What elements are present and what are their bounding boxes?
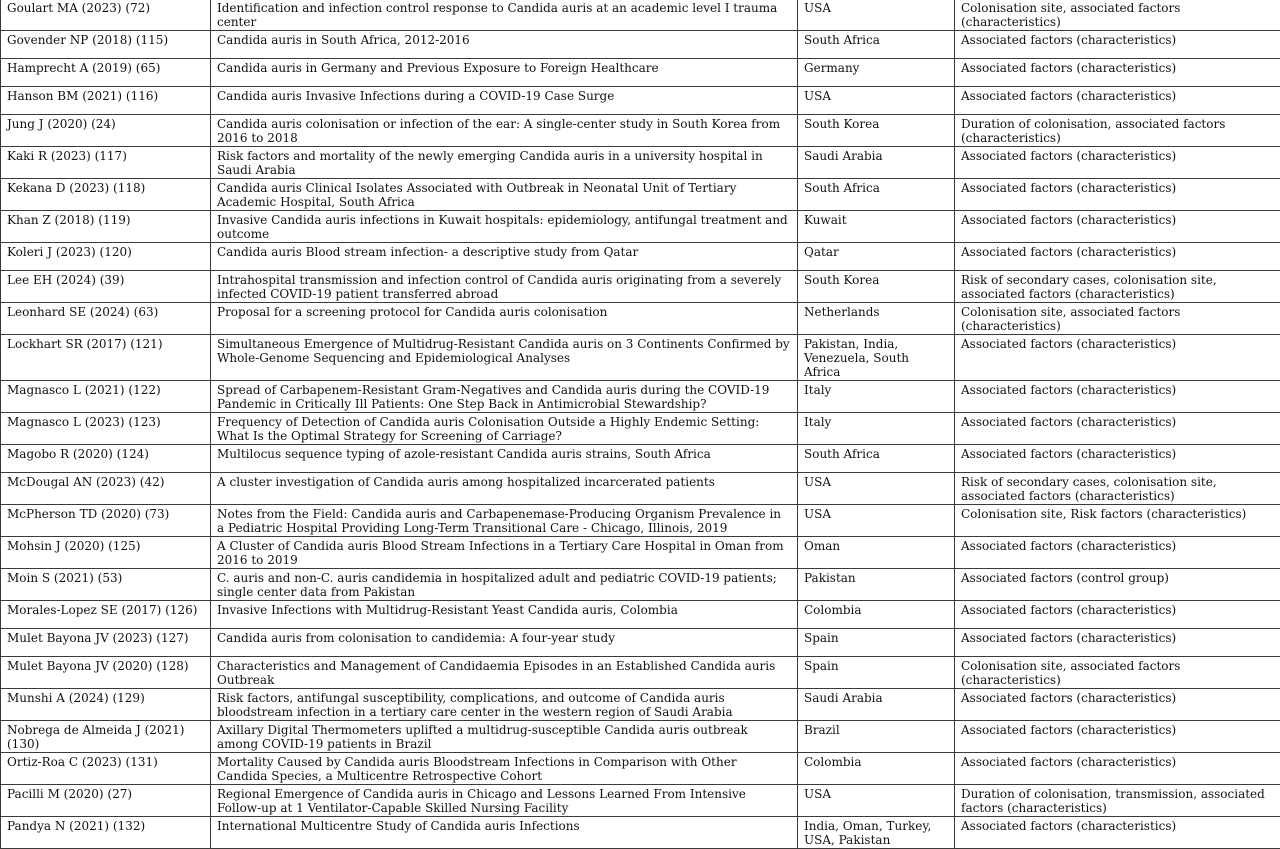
table-row [1, 785, 1280, 817]
author-cell: Goulart MA (2023) (72) [1, 0, 211, 31]
table-row [1, 0, 1280, 31]
content-cell: Associated factors (characteristics) [955, 31, 1280, 59]
content-cell: Associated factors (characteristics) [955, 335, 1280, 381]
table-row [1, 537, 1280, 569]
content-cell: Associated factors (characteristics) [955, 753, 1280, 785]
title-cell: Notes from the Field: Candida auris and Carbapenemase-Producing Organism Prevalence in a Pediatric Hospital Providing Long-Term Transitional Care - Chicago, Illinois, 2019 [211, 505, 798, 537]
country-cell: Germany [798, 59, 955, 87]
country-cell: Italy [798, 413, 955, 445]
content-cell: Associated factors (characteristics) [955, 87, 1280, 115]
author-cell: Lockhart SR (2017) (121) [1, 335, 211, 381]
title-cell: A Cluster of Candida auris Blood Stream Infections in a Tertiary Care Hospital in Oman from 2016 to 2019 [211, 537, 798, 569]
content-cell: Associated factors (characteristics) [955, 537, 1280, 569]
table-row [1, 211, 1280, 243]
title-cell: Regional Emergence of Candida auris in Chicago and Lessons Learned From Intensive Follow-up at 1 Ventilator-Capable Skilled Nursing Facility [211, 785, 798, 817]
title-cell: Invasive Infections with Multidrug-Resistant Yeast Candida auris, Colombia [211, 601, 798, 629]
country-cell: Italy [798, 381, 955, 413]
title-cell: Simultaneous Emergence of Multidrug-Resistant Candida auris on 3 Continents Confirmed by Whole-Genome Sequencing and Epidemiological Analyses [211, 335, 798, 381]
content-cell: Associated factors (characteristics) [955, 689, 1280, 721]
title-cell: Candida auris colonisation or infection of the ear: A single-center study in South Korea from 2016 to 2018 [211, 115, 798, 147]
country-cell: Kuwait [798, 211, 955, 243]
title-cell: Multilocus sequence typing of azole-resistant Candida auris strains, South Africa [211, 445, 798, 473]
table-row [1, 179, 1280, 211]
table-row [1, 445, 1280, 473]
content-cell: Associated factors (characteristics) [955, 147, 1280, 179]
table-row [1, 243, 1280, 271]
table-row [1, 505, 1280, 537]
author-cell: Munshi A (2024) (129) [1, 689, 211, 721]
country-cell: South Africa [798, 179, 955, 211]
table-row [1, 601, 1280, 629]
author-cell: Pandya N (2021) (132) [1, 817, 211, 849]
country-cell: Qatar [798, 243, 955, 271]
author-cell: Mohsin J (2020) (125) [1, 537, 211, 569]
title-cell: Candida auris Invasive Infections during a COVID-19 Case Surge [211, 87, 798, 115]
country-cell: Spain [798, 629, 955, 657]
country-cell: Pakistan [798, 569, 955, 601]
title-cell: Mortality Caused by Candida auris Bloodstream Infections in Comparison with Other Candida Species, a Multicentre Retrospective Cohort [211, 753, 798, 785]
author-cell: Magnasco L (2021) (122) [1, 381, 211, 413]
content-cell: Associated factors (characteristics) [955, 601, 1280, 629]
content-cell: Colonisation site, associated factors (characteristics) [955, 657, 1280, 689]
title-cell: Candida auris Blood stream infection- a descriptive study from Qatar [211, 243, 798, 271]
author-cell: Morales-Lopez SE (2017) (126) [1, 601, 211, 629]
country-cell: Pakistan, India, Venezuela, South Africa [798, 335, 955, 381]
country-cell: USA [798, 505, 955, 537]
title-cell: Identification and infection control response to Candida auris at an academic level I trauma center [211, 0, 798, 31]
author-cell: Lee EH (2024) (39) [1, 271, 211, 303]
table-row [1, 629, 1280, 657]
author-cell: Moin S (2021) (53) [1, 569, 211, 601]
author-cell: Ortiz-Roa C (2023) (131) [1, 753, 211, 785]
author-cell: Jung J (2020) (24) [1, 115, 211, 147]
author-cell: Magobo R (2020) (124) [1, 445, 211, 473]
author-cell: Govender NP (2018) (115) [1, 31, 211, 59]
title-cell: Proposal for a screening protocol for Candida auris colonisation [211, 303, 798, 335]
content-cell: Associated factors (characteristics) [955, 629, 1280, 657]
author-cell: Koleri J (2023) (120) [1, 243, 211, 271]
title-cell: Frequency of Detection of Candida auris Colonisation Outside a Highly Endemic Setting: What Is the Optimal Strategy for Screening of Carriage? [211, 413, 798, 445]
content-cell: Risk of secondary cases, colonisation site, associated factors (characteristics) [955, 271, 1280, 303]
content-cell: Associated factors (characteristics) [955, 721, 1280, 753]
studies-table-body [1, 0, 1280, 849]
table-row [1, 817, 1280, 849]
country-cell: South Korea [798, 271, 955, 303]
author-cell: Kaki R (2023) (117) [1, 147, 211, 179]
author-cell: McDougal AN (2023) (42) [1, 473, 211, 505]
title-cell: International Multicentre Study of Candida auris Infections [211, 817, 798, 849]
table-row [1, 271, 1280, 303]
content-cell: Associated factors (characteristics) [955, 817, 1280, 849]
title-cell: Intrahospital transmission and infection control of Candida auris originating from a severely infected COVID-19 patient transferred abroad [211, 271, 798, 303]
table-row [1, 721, 1280, 753]
country-cell: Saudi Arabia [798, 689, 955, 721]
author-cell: McPherson TD (2020) (73) [1, 505, 211, 537]
table-row [1, 381, 1280, 413]
author-cell: Nobrega de Almeida J (2021) (130) [1, 721, 211, 753]
country-cell: Saudi Arabia [798, 147, 955, 179]
title-cell: Risk factors and mortality of the newly emerging Candida auris in a university hospital in Saudi Arabia [211, 147, 798, 179]
author-cell: Pacilli M (2020) (27) [1, 785, 211, 817]
author-cell: Mulet Bayona JV (2020) (128) [1, 657, 211, 689]
content-cell: Colonisation site, associated factors (characteristics) [955, 0, 1280, 31]
title-cell: Invasive Candida auris infections in Kuwait hospitals: epidemiology, antifungal treatment and outcome [211, 211, 798, 243]
country-cell: Colombia [798, 753, 955, 785]
content-cell: Associated factors (characteristics) [955, 413, 1280, 445]
title-cell: Characteristics and Management of Candidaemia Episodes in an Established Candida auris Outbreak [211, 657, 798, 689]
table-row [1, 147, 1280, 179]
country-cell: Brazil [798, 721, 955, 753]
table-row [1, 87, 1280, 115]
country-cell: Oman [798, 537, 955, 569]
title-cell: Axillary Digital Thermometers uplifted a multidrug-susceptible Candida auris outbreak among COVID-19 patients in Brazil [211, 721, 798, 753]
table-row [1, 569, 1280, 601]
content-cell: Colonisation site, Risk factors (characteristics) [955, 505, 1280, 537]
country-cell: USA [798, 0, 955, 31]
title-cell: Candida auris in South Africa, 2012-2016 [211, 31, 798, 59]
title-cell: Candida auris Clinical Isolates Associated with Outbreak in Neonatal Unit of Tertiary Academic Hospital, South Africa [211, 179, 798, 211]
table-row [1, 753, 1280, 785]
author-cell: Hanson BM (2021) (116) [1, 87, 211, 115]
title-cell: Candida auris in Germany and Previous Exposure to Foreign Healthcare [211, 59, 798, 87]
title-cell: A cluster investigation of Candida auris among hospitalized incarcerated patients [211, 473, 798, 505]
content-cell: Duration of colonisation, transmission, associated factors (characteristics) [955, 785, 1280, 817]
country-cell: South Korea [798, 115, 955, 147]
author-cell: Mulet Bayona JV (2023) (127) [1, 629, 211, 657]
country-cell: India, Oman, Turkey, USA, Pakistan [798, 817, 955, 849]
country-cell: South Africa [798, 445, 955, 473]
title-cell: Risk factors, antifungal susceptibility, complications, and outcome of Candida auris bloodstream infection in a tertiary care center in the western region of Saudi Arabia [211, 689, 798, 721]
table-row [1, 303, 1280, 335]
country-cell: South Africa [798, 31, 955, 59]
author-cell: Magnasco L (2023) (123) [1, 413, 211, 445]
content-cell: Associated factors (characteristics) [955, 59, 1280, 87]
content-cell: Colonisation site, associated factors (characteristics) [955, 303, 1280, 335]
table-row [1, 59, 1280, 87]
content-cell: Associated factors (characteristics) [955, 243, 1280, 271]
title-cell: C. auris and non-C. auris candidemia in hospitalized adult and pediatric COVID-19 patients; single center data from Pakistan [211, 569, 798, 601]
country-cell: USA [798, 473, 955, 505]
content-cell: Associated factors (characteristics) [955, 445, 1280, 473]
content-cell: Associated factors (characteristics) [955, 211, 1280, 243]
author-cell: Kekana D (2023) (118) [1, 179, 211, 211]
title-cell: Spread of Carbapenem-Resistant Gram-Negatives and Candida auris during the COVID-19 Pandemic in Critically Ill Patients: One Step Back in Antimicrobial Stewardship? [211, 381, 798, 413]
table-row [1, 657, 1280, 689]
country-cell: USA [798, 87, 955, 115]
table-row [1, 473, 1280, 505]
table-row [1, 115, 1280, 147]
content-cell: Associated factors (characteristics) [955, 381, 1280, 413]
author-cell: Khan Z (2018) (119) [1, 211, 211, 243]
country-cell: Spain [798, 657, 955, 689]
title-cell: Candida auris from colonisation to candidemia: A four-year study [211, 629, 798, 657]
table-row [1, 413, 1280, 445]
table-row [1, 31, 1280, 59]
table-row [1, 335, 1280, 381]
content-cell: Risk of secondary cases, colonisation site, associated factors (characteristics) [955, 473, 1280, 505]
content-cell: Associated factors (characteristics) [955, 179, 1280, 211]
country-cell: Colombia [798, 601, 955, 629]
country-cell: Netherlands [798, 303, 955, 335]
content-cell: Duration of colonisation, associated factors (characteristics) [955, 115, 1280, 147]
content-cell: Associated factors (control group) [955, 569, 1280, 601]
table-row [1, 689, 1280, 721]
author-cell: Leonhard SE (2024) (63) [1, 303, 211, 335]
country-cell: USA [798, 785, 955, 817]
author-cell: Hamprecht A (2019) (65) [1, 59, 211, 87]
